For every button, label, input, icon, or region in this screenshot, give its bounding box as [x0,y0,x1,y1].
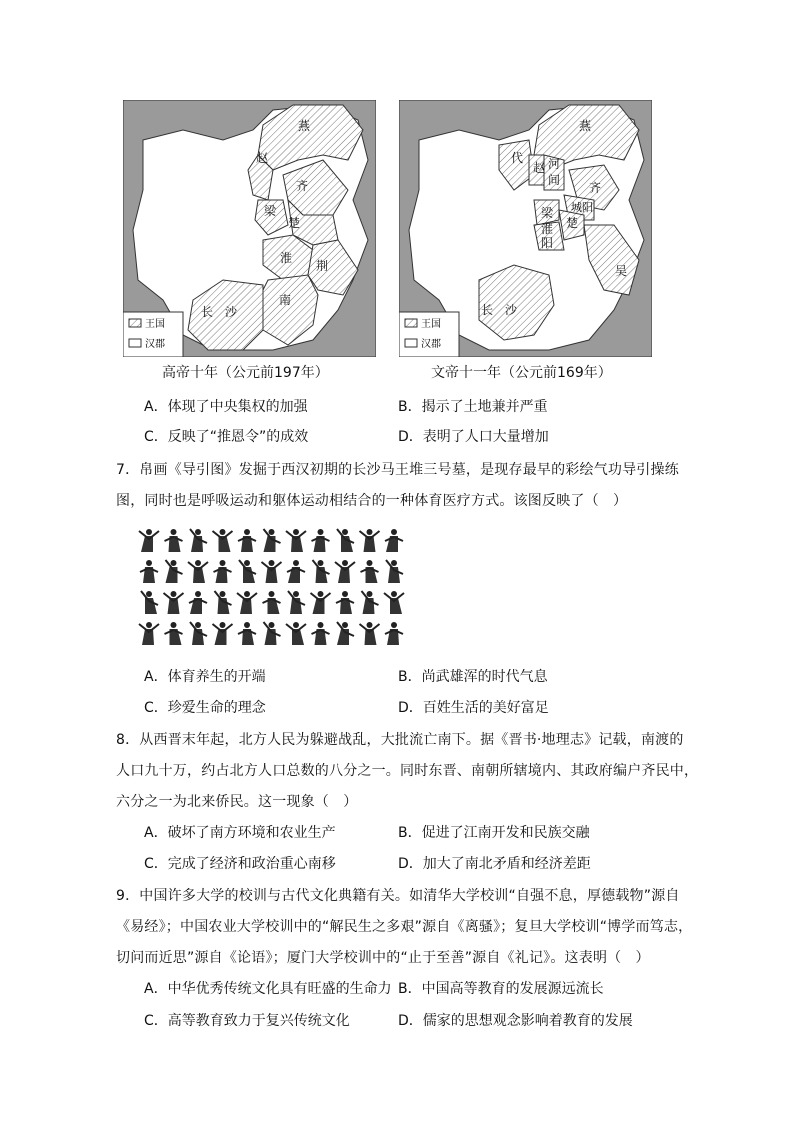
daoyin-figure [237,591,257,614]
q8-option-d: D．加大了南北矛盾和经济差距 [398,856,591,872]
daoyin-figure [189,591,207,614]
daoyin-figure [336,591,354,614]
daoyin-figure [214,560,232,583]
q9-stem-line2: 《易经》；中国农业大学校训中的“解民生之多艰”源自《离骚》；复旦大学校训“博学而笃志， [116,919,693,935]
label-qi: 齐 [589,181,602,195]
daoyin-figure [264,529,281,552]
q7-option-d: D．百姓生活的美好富足 [398,700,549,716]
daoyin-figure [384,591,404,614]
daoyin-figure [213,622,233,645]
q8-option-a: A．破坏了南方环境和农业生产 [144,825,336,841]
q9-option-b: B．中国高等教育的发展源远流长 [398,981,604,997]
daoyin-figure [190,622,207,645]
daoyin-figure [166,560,183,583]
q6-option-b: B．揭示了土地兼并严重 [398,399,548,415]
label-yan: 燕 [579,119,592,133]
daoyin-figure [288,591,305,614]
q7-option-b: B．尚武雄浑的时代气息 [398,669,548,685]
q7-option-c: C．珍爱生命的理念 [144,700,266,716]
label-liang: 梁 [541,206,554,220]
daoyin-figure [385,622,403,645]
daoyin-figure [337,622,354,645]
daoyin-figure [360,529,380,552]
label-wu: 吴 [615,264,628,278]
daoyin-figure [361,560,379,583]
label-he: 河 [548,157,561,171]
daoyin-figure [264,622,281,645]
daoyin-figure [238,529,256,552]
map-wendi [399,100,652,357]
legend-kingdom: 王国 [145,319,165,330]
q6-option-c: C．反映了“推恩令”的成效 [144,429,309,445]
label-huai: 淮 [280,251,293,265]
q7-stem-line1: 7．帛画《导引图》发掘于西汉初期的长沙马王堆三号墓，是现存最早的彩绘气功导引操练 [116,462,679,478]
label-changsha: 长 沙 [201,305,238,319]
legend-commandery: 汉郡 [145,339,165,350]
label-nan: 南 [279,293,292,307]
q8-stem-line1: 8．从西晋末年起，北方人民为躲避战乱，大批流亡南下。据《晋书·地理志》记载，南渡的 [116,732,684,748]
map-gaodi [123,100,376,357]
label-zhao: 赵 [256,151,269,165]
daoyin-figure [190,529,207,552]
daoyin-figure [335,560,355,583]
daoyin-figure [312,529,330,552]
label-huai: 淮 [541,222,554,236]
q9-option-c: C．高等教育致力于复兴传统文化 [144,1013,350,1029]
daoyin-figure [139,529,159,552]
daoyin-figure [165,529,183,552]
daoyin-figure [239,560,256,583]
daoyin-figure-image [137,525,413,650]
label-yan: 燕 [298,119,311,133]
label-liang: 梁 [264,204,277,218]
q8-option-c: C．完成了经济和政治重心南移 [144,856,336,872]
q9-stem-line1: 9．中国许多大学的校训与古代文化典籍有关。如清华大学校训“自强不息，厚德载物”源自 [116,888,680,904]
daoyin-figure [311,591,331,614]
daoyin-figure [287,560,305,583]
q8-stem-line2: 人口九十万，约占北方人口总数的八分之一。同时东晋、南朝所辖境内、其政府编户齐民中， [116,763,699,779]
label-jian: 间 [548,173,561,187]
map-caption-2: 文帝十一年（公元前169年） [431,365,612,381]
daoyin-figure [262,560,282,583]
daoyin-figure [360,622,380,645]
label-changsha: 长 沙 [481,303,518,317]
q6-option-d: D．表明了人口大量增加 [398,429,549,445]
daoyin-figure [188,560,208,583]
daoyin-figure [313,560,330,583]
q7-stem-line2: 图，同时也是呼吸运动和躯体运动相结合的一种体育医疗方式。该图反映了（ ） [116,493,628,509]
daoyin-figure [385,529,403,552]
label-dai: 代 [511,151,524,165]
label-chu: 楚 [566,216,579,230]
daoyin-figure [238,622,256,645]
daoyin-figure [362,591,379,614]
q9-option-a: A．中华优秀传统文化具有旺盛的生命力 [144,981,392,997]
daoyin-figure [215,591,232,614]
label-chengyang: 城阳 [571,201,593,214]
legend-kingdom: 王国 [421,319,441,330]
daoyin-figure [286,622,306,645]
label-zhao: 赵 [533,161,546,175]
legend-commandery: 汉郡 [421,339,441,350]
daoyin-figure [213,529,233,552]
daoyin-figure [263,591,281,614]
daoyin-figure [139,622,159,645]
label-jing: 荆 [316,259,329,273]
label-chu: 楚 [288,216,301,230]
q6-option-a: A．体现了中央集权的加强 [144,399,308,415]
daoyin-figure [165,622,183,645]
daoyin-figure [337,529,354,552]
daoyin-figure [164,591,184,614]
daoyin-figure [386,560,403,583]
label-yang: 阳 [541,236,554,250]
label-qi: 齐 [296,179,309,193]
daoyin-figure [140,560,158,583]
q9-stem-line3: 切问而近思”源自《论语》；厦门大学校训中的“止于至善”源自《礼记》。这表明（ ） [116,950,650,966]
q9-option-d: D．儒家的思想观念影响着教育的发展 [398,1013,633,1029]
map-caption-1: 高帝十年（公元前197年） [162,365,329,381]
daoyin-figure [141,591,158,614]
daoyin-figure [286,529,306,552]
q7-option-a: A．体育养生的开端 [144,669,266,685]
q8-option-b: B．促进了江南开发和民族交融 [398,825,590,841]
q8-stem-line3: 六分之一为北来侨民。这一现象（ ） [116,794,358,810]
daoyin-figure [312,622,330,645]
